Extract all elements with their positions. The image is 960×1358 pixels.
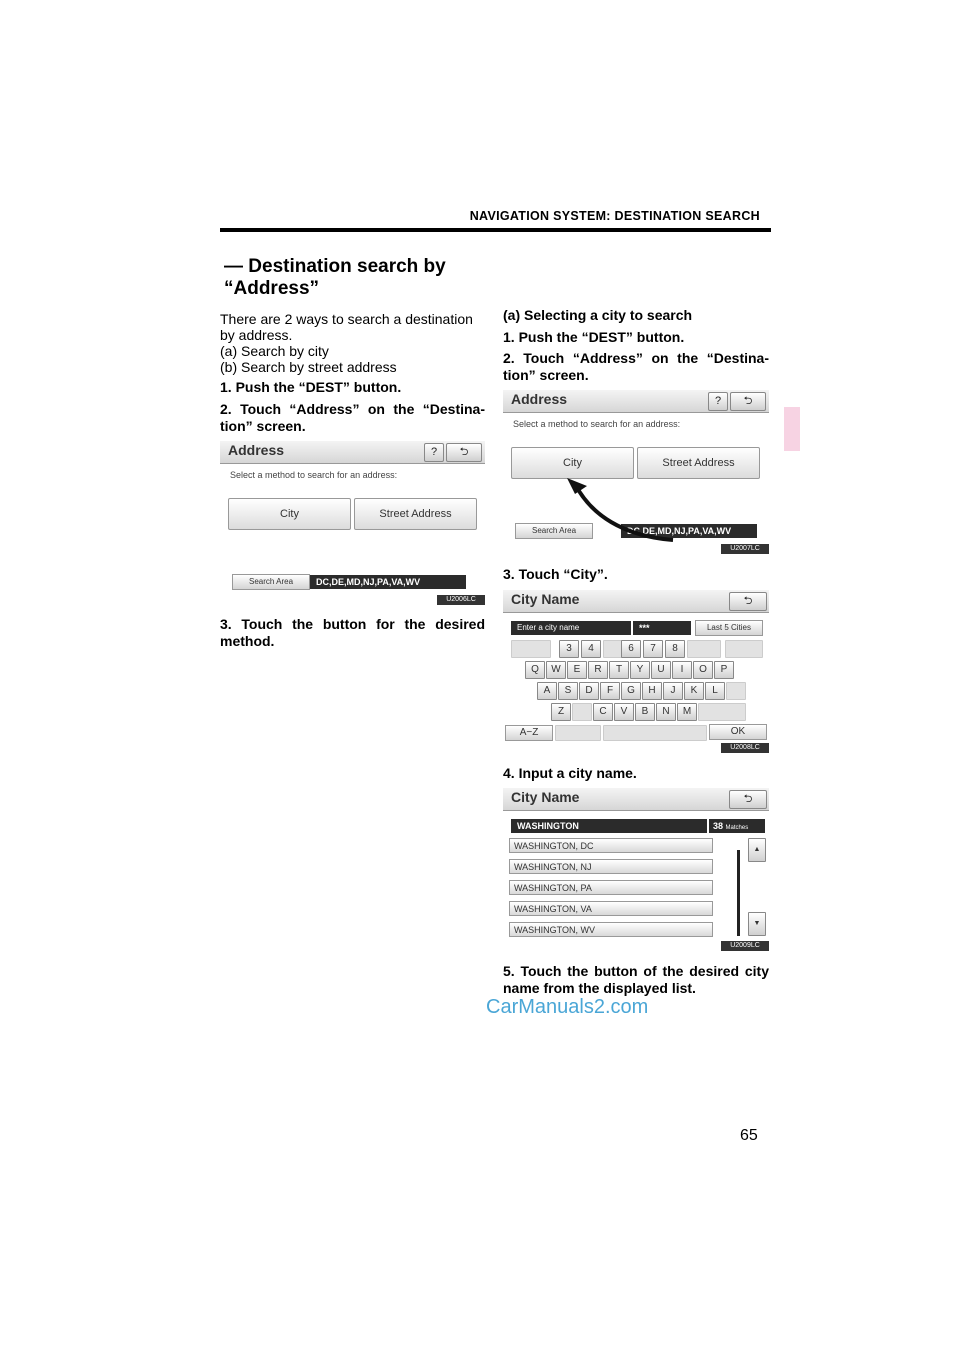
list-item[interactable]: WASHINGTON, WV — [509, 922, 713, 937]
keyboard-key[interactable]: Z — [551, 703, 571, 721]
keyboard-key[interactable]: K — [684, 682, 704, 700]
right-step-5-line2: name from the displayed list. — [503, 980, 696, 996]
back-button[interactable]: ⮌ — [729, 592, 767, 611]
intro-line: (b) Search by street address — [220, 359, 397, 375]
city-input-value[interactable]: WASHINGTON — [511, 819, 707, 833]
keyboard-key — [698, 703, 746, 721]
right-step-1: 1. Push the “DEST” button. — [503, 329, 685, 345]
street-address-button[interactable]: Street Address — [354, 498, 477, 530]
street-address-button[interactable]: Street Address — [637, 447, 760, 479]
keyboard-key[interactable]: F — [600, 682, 620, 700]
keyboard-key[interactable]: 3 — [559, 640, 579, 658]
keyboard-key[interactable]: E — [567, 661, 587, 679]
keyboard-key[interactable]: Y — [630, 661, 650, 679]
keyboard-key — [511, 640, 551, 658]
city-name-title: City Name — [511, 591, 580, 607]
address-prompt: Select a method to search for an address: — [513, 419, 681, 429]
search-area-button[interactable]: Search Area — [232, 574, 310, 590]
list-item[interactable]: WASHINGTON, PA — [509, 880, 713, 895]
keyboard-key[interactable]: S — [558, 682, 578, 700]
keyboard-key[interactable]: I — [672, 661, 692, 679]
right-step-4: 4. Input a city name. — [503, 765, 637, 781]
city-name-title: City Name — [511, 789, 580, 805]
keyboard-key[interactable]: N — [656, 703, 676, 721]
right-step-5-line1: 5. Touch the button of the desired city — [503, 963, 769, 979]
keyboard-key[interactable]: 8 — [665, 640, 685, 658]
keyboard-key — [725, 640, 763, 658]
scroll-down-button[interactable]: ▼ — [748, 912, 766, 936]
city-input-value: *** — [633, 621, 691, 635]
figure-code: U2006LC — [437, 595, 485, 605]
keyboard-key[interactable]: U — [651, 661, 671, 679]
keyboard-key[interactable]: L — [705, 682, 725, 700]
keyboard-key — [555, 725, 601, 741]
keyboard-key[interactable]: 4 — [581, 640, 601, 658]
intro-line: There are 2 ways to search a destination — [220, 311, 473, 327]
section-title-line1: — Destination search by — [224, 256, 446, 277]
keyboard-key[interactable]: V — [614, 703, 634, 721]
a-z-button[interactable]: A−Z — [505, 725, 553, 741]
help-button[interactable]: ? — [424, 443, 444, 462]
ok-button[interactable]: OK — [709, 724, 767, 740]
city-name-title-bar — [503, 788, 769, 811]
last-5-cities-button[interactable]: Last 5 Cities — [695, 620, 763, 636]
keyboard-key[interactable]: T — [609, 661, 629, 679]
keyboard-key[interactable]: H — [642, 682, 662, 700]
matches-badge — [709, 819, 765, 833]
keyboard-key[interactable]: 6 — [621, 640, 641, 658]
address-title: Address — [511, 391, 568, 407]
back-button[interactable]: ⮌ — [446, 443, 482, 462]
keyboard-key — [603, 640, 623, 658]
running-header: NAVIGATION SYSTEM: DESTINATION SEARCH — [469, 209, 760, 223]
intro-line: by address. — [220, 327, 293, 343]
right-subhead: (a) Selecting a city to search — [503, 307, 693, 323]
keyboard-key[interactable]: A — [537, 682, 557, 700]
city-list-screen — [503, 788, 769, 951]
keyboard-key[interactable]: D — [579, 682, 599, 700]
keyboard-key[interactable]: J — [663, 682, 683, 700]
keyboard-key[interactable]: P — [714, 661, 734, 679]
address-prompt: Select a method to search for an address: — [230, 470, 398, 480]
keyboard-key[interactable]: R — [588, 661, 608, 679]
matches-label: Matches — [725, 825, 749, 831]
pointer-arrow — [503, 390, 769, 554]
address-title: Address — [228, 442, 285, 458]
left-step-2-line2: tion” screen. — [220, 418, 306, 434]
section-title — [224, 256, 494, 300]
help-button[interactable]: ? — [708, 392, 728, 411]
left-step-2 — [220, 401, 485, 435]
left-step-3-line1: 3. Touch the button for the desired — [220, 616, 485, 632]
left-step-2-line1: 2. Touch “Address” on the “Destina- — [220, 401, 485, 417]
section-title-line2: “Address” — [224, 278, 320, 299]
address-screen-2 — [503, 390, 769, 554]
right-step-5 — [503, 963, 769, 997]
chapter-tab — [784, 407, 800, 451]
city-button[interactable]: City — [228, 498, 351, 530]
address-title-bar — [220, 441, 485, 464]
matches-count: 38 — [713, 821, 724, 831]
keyboard-key — [726, 682, 746, 700]
address-screen-1 — [220, 441, 485, 605]
right-step-3: 3. Touch “City”. — [503, 566, 608, 582]
scrollbar[interactable] — [737, 850, 740, 936]
search-area-value: DC,DE,MD,NJ,PA,VA,WV — [621, 524, 757, 538]
keyboard-key[interactable]: O — [693, 661, 713, 679]
left-step-3 — [220, 616, 485, 650]
back-button[interactable]: ⮌ — [729, 790, 767, 809]
keyboard-key[interactable]: C — [593, 703, 613, 721]
header-rule — [220, 228, 771, 232]
right-step-2-line2: tion” screen. — [503, 367, 589, 383]
intro-paragraph — [220, 311, 486, 375]
keyboard-key[interactable]: 7 — [643, 640, 663, 658]
right-step-2 — [503, 350, 769, 384]
left-step-3-line2: method. — [220, 633, 275, 649]
keyboard-key — [687, 640, 721, 658]
figure-code: U2007LC — [721, 544, 769, 554]
intro-line: (a) Search by city — [220, 343, 329, 359]
page-number: 65 — [740, 1127, 758, 1144]
right-step-2-line1: 2. Touch “Address” on the “Destina- — [503, 350, 769, 366]
keyboard-key[interactable]: M — [677, 703, 697, 721]
left-step-1: 1. Push the “DEST” button. — [220, 379, 402, 395]
figure-code: U2009LC — [721, 941, 769, 951]
keyboard-key[interactable]: W — [546, 661, 566, 679]
search-area-button[interactable]: Search Area — [515, 523, 593, 539]
keyboard-key — [572, 703, 592, 721]
list-item[interactable]: WASHINGTON, DC — [509, 838, 713, 853]
city-name-title-bar — [503, 590, 769, 613]
scroll-up-button[interactable]: ▲ — [748, 838, 766, 862]
space-key — [603, 725, 707, 741]
city-name-keyboard-screen — [503, 590, 769, 753]
city-input-field[interactable]: Enter a city name — [511, 621, 631, 635]
keyboard-key[interactable]: B — [635, 703, 655, 721]
back-button[interactable]: ⮌ — [730, 392, 766, 411]
search-area-value: DC,DE,MD,NJ,PA,VA,WV — [310, 575, 466, 589]
watermark: CarManuals2.com — [486, 996, 649, 1018]
keyboard-key[interactable]: Q — [525, 661, 545, 679]
list-item[interactable]: WASHINGTON, NJ — [509, 859, 713, 874]
list-item[interactable]: WASHINGTON, VA — [509, 901, 713, 916]
figure-code: U2008LC — [721, 743, 769, 753]
city-button[interactable]: City — [511, 447, 634, 479]
keyboard-key[interactable]: G — [621, 682, 641, 700]
